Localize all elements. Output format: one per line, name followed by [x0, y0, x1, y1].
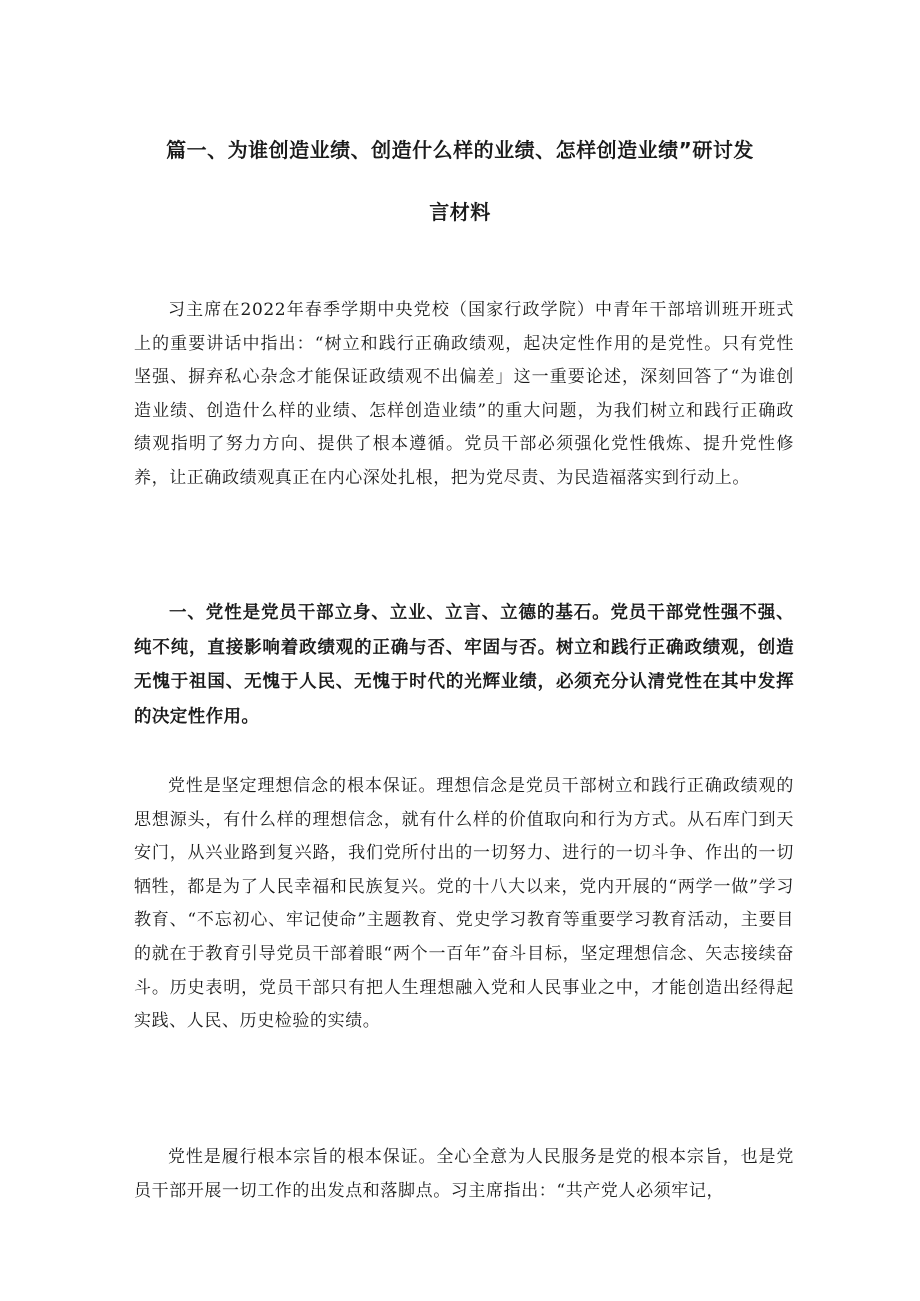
paragraph-section-heading: 一、党性是党员干部立身、立业、立言、立德的基石。党员干部党性强不强、纯不纯，直接影响着政绩观的正确与否、牢固与否。树立和践行正确政绩观，创造无愧于祖国、无愧于人民、无愧于时代的光辉业绩，必须充分认清党性在其中发挥的决定性作用。	[134, 603, 794, 727]
paragraph-purpose: 党性是履行根本宗旨的根本保证。全心全意为人民服务是党的根本宗旨，也是党员干部开展一切工作的出发点和落脚点。习主席指出：“共产党人必须牢记，	[134, 1147, 794, 1201]
document-title-line-2: 言材料	[429, 200, 491, 224]
paragraph-intro: 习主席在2022年春季学期中央党校（国家行政学院）中青年干部培训班开班式上的重要讲话中指出：“树立和践行正确政绩观，起决定性作用的是党性。只有党性坚强、摒弃私心杂念才能保证政绩观不出偏差」这一重要论述，深刻回答了“为谁创造业绩、创造什么样的业绩、怎样创造业绩”的重大问题，为我们树立和践行正确政绩观指明了努力方向、提供了根本遵循。党员干部必须强化党性俄炼、提升党性修养，让正确政绩观真正在内心深处扎根，把为党尽责、为民造福落实到行动上。	[134, 300, 794, 488]
document-title-line-1: 篇一、为谁创造业绩、创造什么样的业绩、怎样创造业绩”研讨发	[166, 138, 754, 162]
paragraph-ideals: 党性是坚定理想信念的根本保证。理想信念是党员干部树立和践行正确政绩观的思想源头，有什么样的理想信念，就有什么样的价值取向和行为方式。从石库门到天安门，从兴业路到复兴路，我们党所付出的一切努力、进行的一切斗争、作出的一切牺牲，都是为了人民幸福和民族复兴。党的十八大以来，党内开展的“两学一做”学习教育、“不忘初心、牢记使命”主题教育、党史学习教育等重要学习教育活动，主要目的就在于教育引导党员干部着眼“两个一百年”奋斗目标，坚定理想信念、矢志接续奋斗。历史表明，党员干部只有把人生理想融入党和人民事业之中，才能创造出经得起实践、人民、历史检验的实绩。	[134, 776, 794, 1032]
